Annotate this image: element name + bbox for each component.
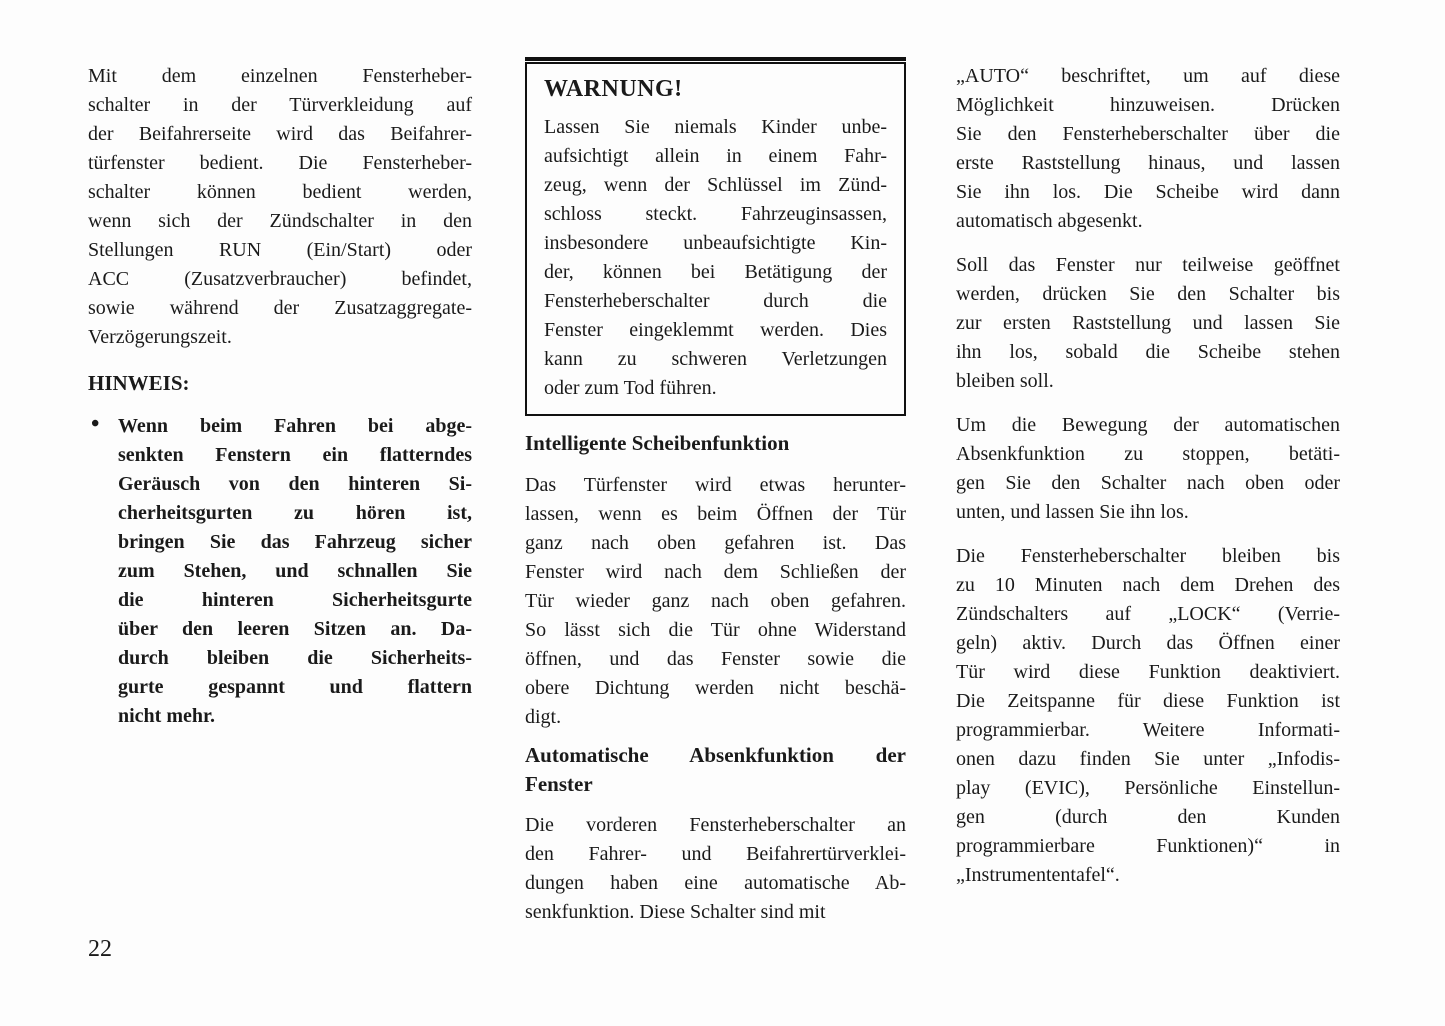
text-line: cherheitsgurten zu hören ist, [118,502,472,524]
text-line: Absenkfunktion zu stoppen, betäti- [956,443,1340,465]
text-line: Sie ihn los. Die Scheibe wird dann [956,181,1340,203]
text-line: öffnen, und das Fenster sowie die [525,648,906,670]
text-line: automatisch abgesenkt. [956,210,1143,232]
page-number: 22 [88,936,112,962]
text-line: ihn los, sobald die Scheibe stehen [956,341,1340,363]
text-line: bleiben soll. [956,370,1054,392]
text-line: kann zu schweren Verletzungen [544,348,887,370]
hinweis-bullet-item [88,412,472,731]
text-line: senkten Fenstern ein flatterndes [118,444,472,466]
text-line: gurte gespannt und flattern [118,676,472,698]
text-line: „Instrumententafel“. [956,864,1120,886]
text-line: durch bleiben die Sicherheits- [118,647,472,669]
teilweise-oeffnen-paragraph [956,251,1340,396]
warning-box [525,62,906,416]
right-column [956,62,1340,890]
hinweis-bullet-paragraph [118,412,472,731]
auto-beschriftet-paragraph [956,62,1340,236]
text-line: zu 10 Minuten nach dem Drehen des [956,574,1340,596]
text-line: schalter können bedient werden, [88,181,472,203]
text-line: der Beifahrerseite wird das Beifahrer- [88,123,472,145]
intro-paragraph [88,62,472,352]
text-line: programmierbar. Weitere Informati- [956,719,1340,741]
text-line: Stellungen RUN (Ein/Start) oder [88,239,472,261]
text-line: Soll das Fenster nur teilweise geöffnet [956,254,1340,276]
text-line: Sie den Fensterheberschalter über die [956,123,1340,145]
text-line: nicht mehr. [118,705,216,727]
intelligente-scheibenfunktion-paragraph [525,471,906,732]
section-heading-automatische-absenkfunktion [525,741,906,799]
text-line: So lässt sich die Tür ohne Widerstand [525,619,906,641]
text-line: schloss steckt. Fahrzeuginsassen, [544,203,887,225]
text-line: türfenster bedient. Die Fensterheber- [88,152,472,174]
text-line: den Fahrer- und Beifahrertürverklei- [525,843,906,865]
text-line: Tür wird diese Funktion deaktiviert. [956,661,1340,683]
text-line: play (EVIC), Persönliche Einstellun- [956,777,1340,799]
text-line: ACC (Zusatzverbraucher) befindet, [88,268,472,290]
text-line: Fenster wird nach dem Schließen der [525,561,906,583]
text-line: Die Fensterheberschalter bleiben bis [956,545,1340,567]
text-line: Fenster eingeklemmt werden. Dies [544,319,887,341]
text-line: aufsichtigt allein in einem Fahr- [544,145,887,167]
text-line: Automatische Absenkfunktion der [525,743,906,767]
text-line: gen Sie den Schalter nach oben oder [956,472,1340,494]
text-line: gen (durch den Kunden [956,806,1340,828]
text-line: Zündschalters auf „LOCK“ (Verrie- [956,603,1340,625]
hinweis-heading: HINWEIS: [88,371,190,395]
text-line: Fensterheberschalter durch die [544,290,887,312]
text-line: oder zum Tod führen. [544,377,717,399]
middle-column [525,62,906,927]
bewegung-stoppen-paragraph [956,411,1340,527]
text-line: senkfunktion. Diese Schalter sind mit [525,901,826,923]
text-line: Mit dem einzelnen Fensterheber- [88,65,472,87]
bullet-icon: • [91,411,100,437]
text-line: zur ersten Raststellung und lassen Sie [956,312,1340,334]
text-line: onen dazu finden Sie unter „Infodis- [956,748,1340,770]
text-line: Geräusch von den hinteren Si- [118,473,472,495]
text-line: Fenster [525,772,593,796]
text-line: digt. [525,706,562,728]
left-column [88,62,472,731]
text-line: ganz nach oben gefahren ist. Das [525,532,906,554]
text-line: Verzögerungszeit. [88,326,232,348]
text-line: bringen Sie das Fahrzeug sicher [118,531,472,553]
text-line: obere Dichtung werden nicht beschä- [525,677,906,699]
text-line: Das Türfenster wird etwas herunter- [525,474,906,496]
text-line: Lassen Sie niemals Kinder unbe- [544,116,887,138]
text-line: Möglichkeit hinzuweisen. Drücken [956,94,1340,116]
text-line: programmierbare Funktionen)“ in [956,835,1340,857]
text-line: Wenn beim Fahren bei abge- [118,415,472,437]
lock-funktion-paragraph [956,542,1340,890]
text-line: Tür wieder ganz nach oben gefahren. [525,590,906,612]
text-line: Die vorderen Fensterheberschalter an [525,814,906,836]
text-line: schalter in der Türverkleidung auf [88,94,472,116]
text-line: „AUTO“ beschriftet, um auf diese [956,65,1340,87]
warning-body [544,113,887,403]
automatische-absenkfunktion-paragraph [525,811,906,927]
text-line: Um die Bewegung der automatischen [956,414,1340,436]
text-line: erste Raststellung hinaus, und lassen [956,152,1340,174]
text-line: zeug, wenn der Schlüssel im Zünd- [544,174,887,196]
text-line: sowie während der Zusatzaggregate- [88,297,472,319]
warning-title: WARNUNG! [544,76,683,102]
section-heading-intelligente-scheibenfunktion: Intelligente Scheibenfunktion [525,431,790,455]
text-line: wenn sich der Zündschalter in den [88,210,472,232]
text-line: unten, und lassen Sie ihn los. [956,501,1189,523]
text-line: der, können bei Betätigung der [544,261,887,283]
text-line: insbesondere unbeaufsichtigte Kin- [544,232,887,254]
text-line: dungen haben eine automatische Ab- [525,872,906,894]
text-line: Die Zeitspanne für diese Funktion ist [956,690,1340,712]
text-line: zum Stehen, und schnallen Sie [118,560,472,582]
text-line: geln) aktiv. Durch das Öffnen einer [956,632,1340,654]
text-line: werden, drücken Sie den Schalter bis [956,283,1340,305]
text-line: lassen, wenn es beim Öffnen der Tür [525,503,906,525]
text-line: über den leeren Sitzen an. Da- [118,618,472,640]
text-line: die hinteren Sicherheitsgurte [118,589,472,611]
